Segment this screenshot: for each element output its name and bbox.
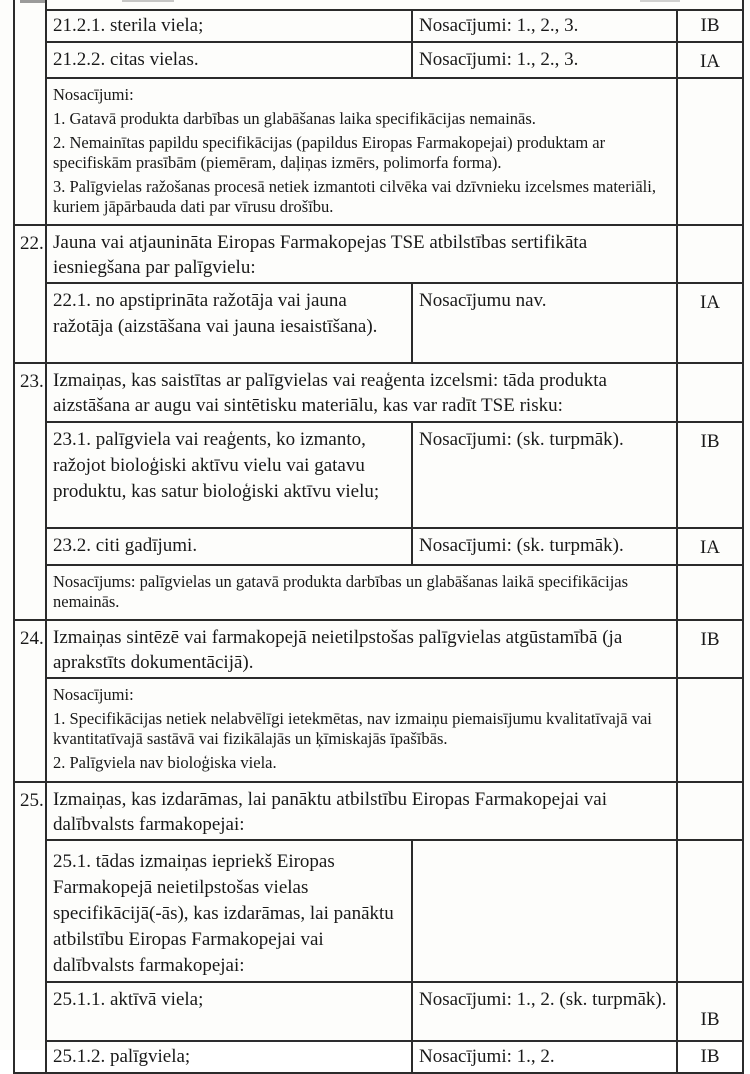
- row-25-1-1-type: IB: [677, 982, 743, 1041]
- row-21-2-1-conditions: Nosacījumi: 1., 2., 3.: [412, 10, 677, 42]
- section-23-number: 23.: [14, 363, 46, 620]
- row-25-1-description: 25.1. tādas izmaiņas iepriekš Eiropas Farmakopejā neietilpstošas vielas specifikācijā(-ās), kas izdarāmas, lai panāktu atbilstību Eiropas Farmakopejai vai dalībvalsts farmakopejai:: [46, 840, 412, 982]
- row-25-1-2-type: IB: [677, 1041, 743, 1073]
- row-21-2-1-type: IB: [677, 10, 743, 42]
- row-23-2-conditions: Nosacījumi: (sk. turpmāk).: [412, 528, 677, 565]
- row-23-1-description: 23.1. palīgviela vai reaģents, ko izmanto, ražojot bioloģiski aktīvu vielu vai gatavu produktu, kas satur bioloģiski aktīvu vielu;: [46, 422, 412, 528]
- section-21-note-type-cell: [677, 78, 743, 225]
- row-25-1-1-description: 25.1.1. aktīvā viela;: [46, 982, 412, 1041]
- section-21-conditions-note: [46, 78, 677, 225]
- row-23-2-type: IA: [677, 528, 743, 565]
- section-22-title: Jauna vai atjaunināta Eiropas Farmakopejas TSE atbilstības sertifikāta iesniegšana par palīgvielu:: [46, 225, 677, 283]
- section-24-type: IB: [677, 620, 743, 678]
- row-23-2-description: 23.2. citi gadījumi.: [46, 528, 412, 565]
- note-line: 2. Nemainītas papildu specifikācijas (papildus Eiropas Farmakopejai) produktam ar specifiskām prasībām (piemēram, daļiņas izmērs, polimorfa forma).: [53, 133, 606, 172]
- section-24-note-type-cell: [677, 678, 743, 782]
- note-line: Nosacījumi:: [53, 85, 134, 104]
- row-23-1-conditions: Nosacījumi: (sk. turpmāk).: [412, 422, 677, 528]
- row-22-1-description: 22.1. no apstiprināta ražotāja vai jauna ražotāja (aizstāšana vai jauna iesaistīšana).: [46, 283, 412, 363]
- row-25-1-type: [677, 840, 743, 982]
- table-cut-edge: [46, 0, 743, 10]
- section-24-title: Izmaiņas sintēzē vai farmakopejā neietilpstošas palīgvielas atgūstamībā (ja aprakstīts dokumentācijā).: [46, 620, 677, 678]
- row-21-2-2-type: IA: [677, 42, 743, 78]
- section-24-number: 24.: [14, 620, 46, 782]
- note-line: Nosacījums: palīgvielas un gatavā produkta darbības un glabāšanas laikā specifikācijas nemainās.: [53, 572, 629, 611]
- section-23-title: Izmaiņas, kas saistītas ar palīgvielas vai reaģenta izcelsmi: tāda produkta aizstāšana ar augu vai sintētisku materiālu, kas var radīt TSE risku:: [46, 363, 677, 422]
- row-22-1-type: IA: [677, 283, 743, 363]
- row-21-2-2-conditions: Nosacījumi: 1., 2., 3.: [412, 42, 677, 78]
- note-line: 1. Specifikācijas netiek nelabvēlīgi ietekmētas, nav izmaiņu piemaisījumu kvalitatīvajā vai kvantitatīvajā sastāvā vai fizikālajās un ķīmiskajās īpašībās.: [53, 709, 652, 748]
- section-23-type-cell: [677, 363, 743, 422]
- variations-table: [13, 0, 744, 1074]
- section-25-type-cell: [677, 782, 743, 840]
- section-24-conditions-note: [46, 678, 677, 782]
- row-25-1-2-description: 25.1.2. palīgviela;: [46, 1041, 412, 1073]
- section-21-number-cell: [14, 0, 46, 225]
- row-25-1-1-conditions: Nosacījumi: 1., 2. (sk. turpmāk).: [412, 982, 677, 1041]
- section-23-conditions-note: [46, 565, 677, 620]
- row-25-1-conditions: [412, 840, 677, 982]
- section-23-note-type-cell: [677, 565, 743, 620]
- section-22-type-cell: [677, 225, 743, 283]
- note-line: 1. Gatavā produkta darbības un glabāšanas laika specifikācijas nemainās.: [53, 109, 536, 128]
- row-21-2-2-description: 21.2.2. citas vielas.: [46, 42, 412, 78]
- section-25-title: Izmaiņas, kas izdarāmas, lai panāktu atbilstību Eiropas Farmakopejai vai dalībvalsts farmakopejai:: [46, 782, 677, 840]
- row-22-1-conditions: Nosacījumu nav.: [412, 283, 677, 363]
- note-line: 3. Palīgvielas ražošanas procesā netiek izmantoti cilvēka vai dzīvnieku izcelsmes materiāli, kuriem jāpārbauda dati par vīrusu drošību.: [53, 177, 656, 216]
- row-25-1-2-conditions: Nosacījumi: 1., 2.: [412, 1041, 677, 1073]
- section-22-number: 22.: [14, 225, 46, 363]
- row-23-1-type: IB: [677, 422, 743, 528]
- section-25-number: 25.: [14, 782, 46, 1073]
- note-line: Nosacījumi:: [53, 685, 134, 704]
- row-21-2-1-description: 21.2.1. sterila viela;: [46, 10, 412, 42]
- note-line: 2. Palīgviela nav bioloģiska viela.: [53, 753, 277, 772]
